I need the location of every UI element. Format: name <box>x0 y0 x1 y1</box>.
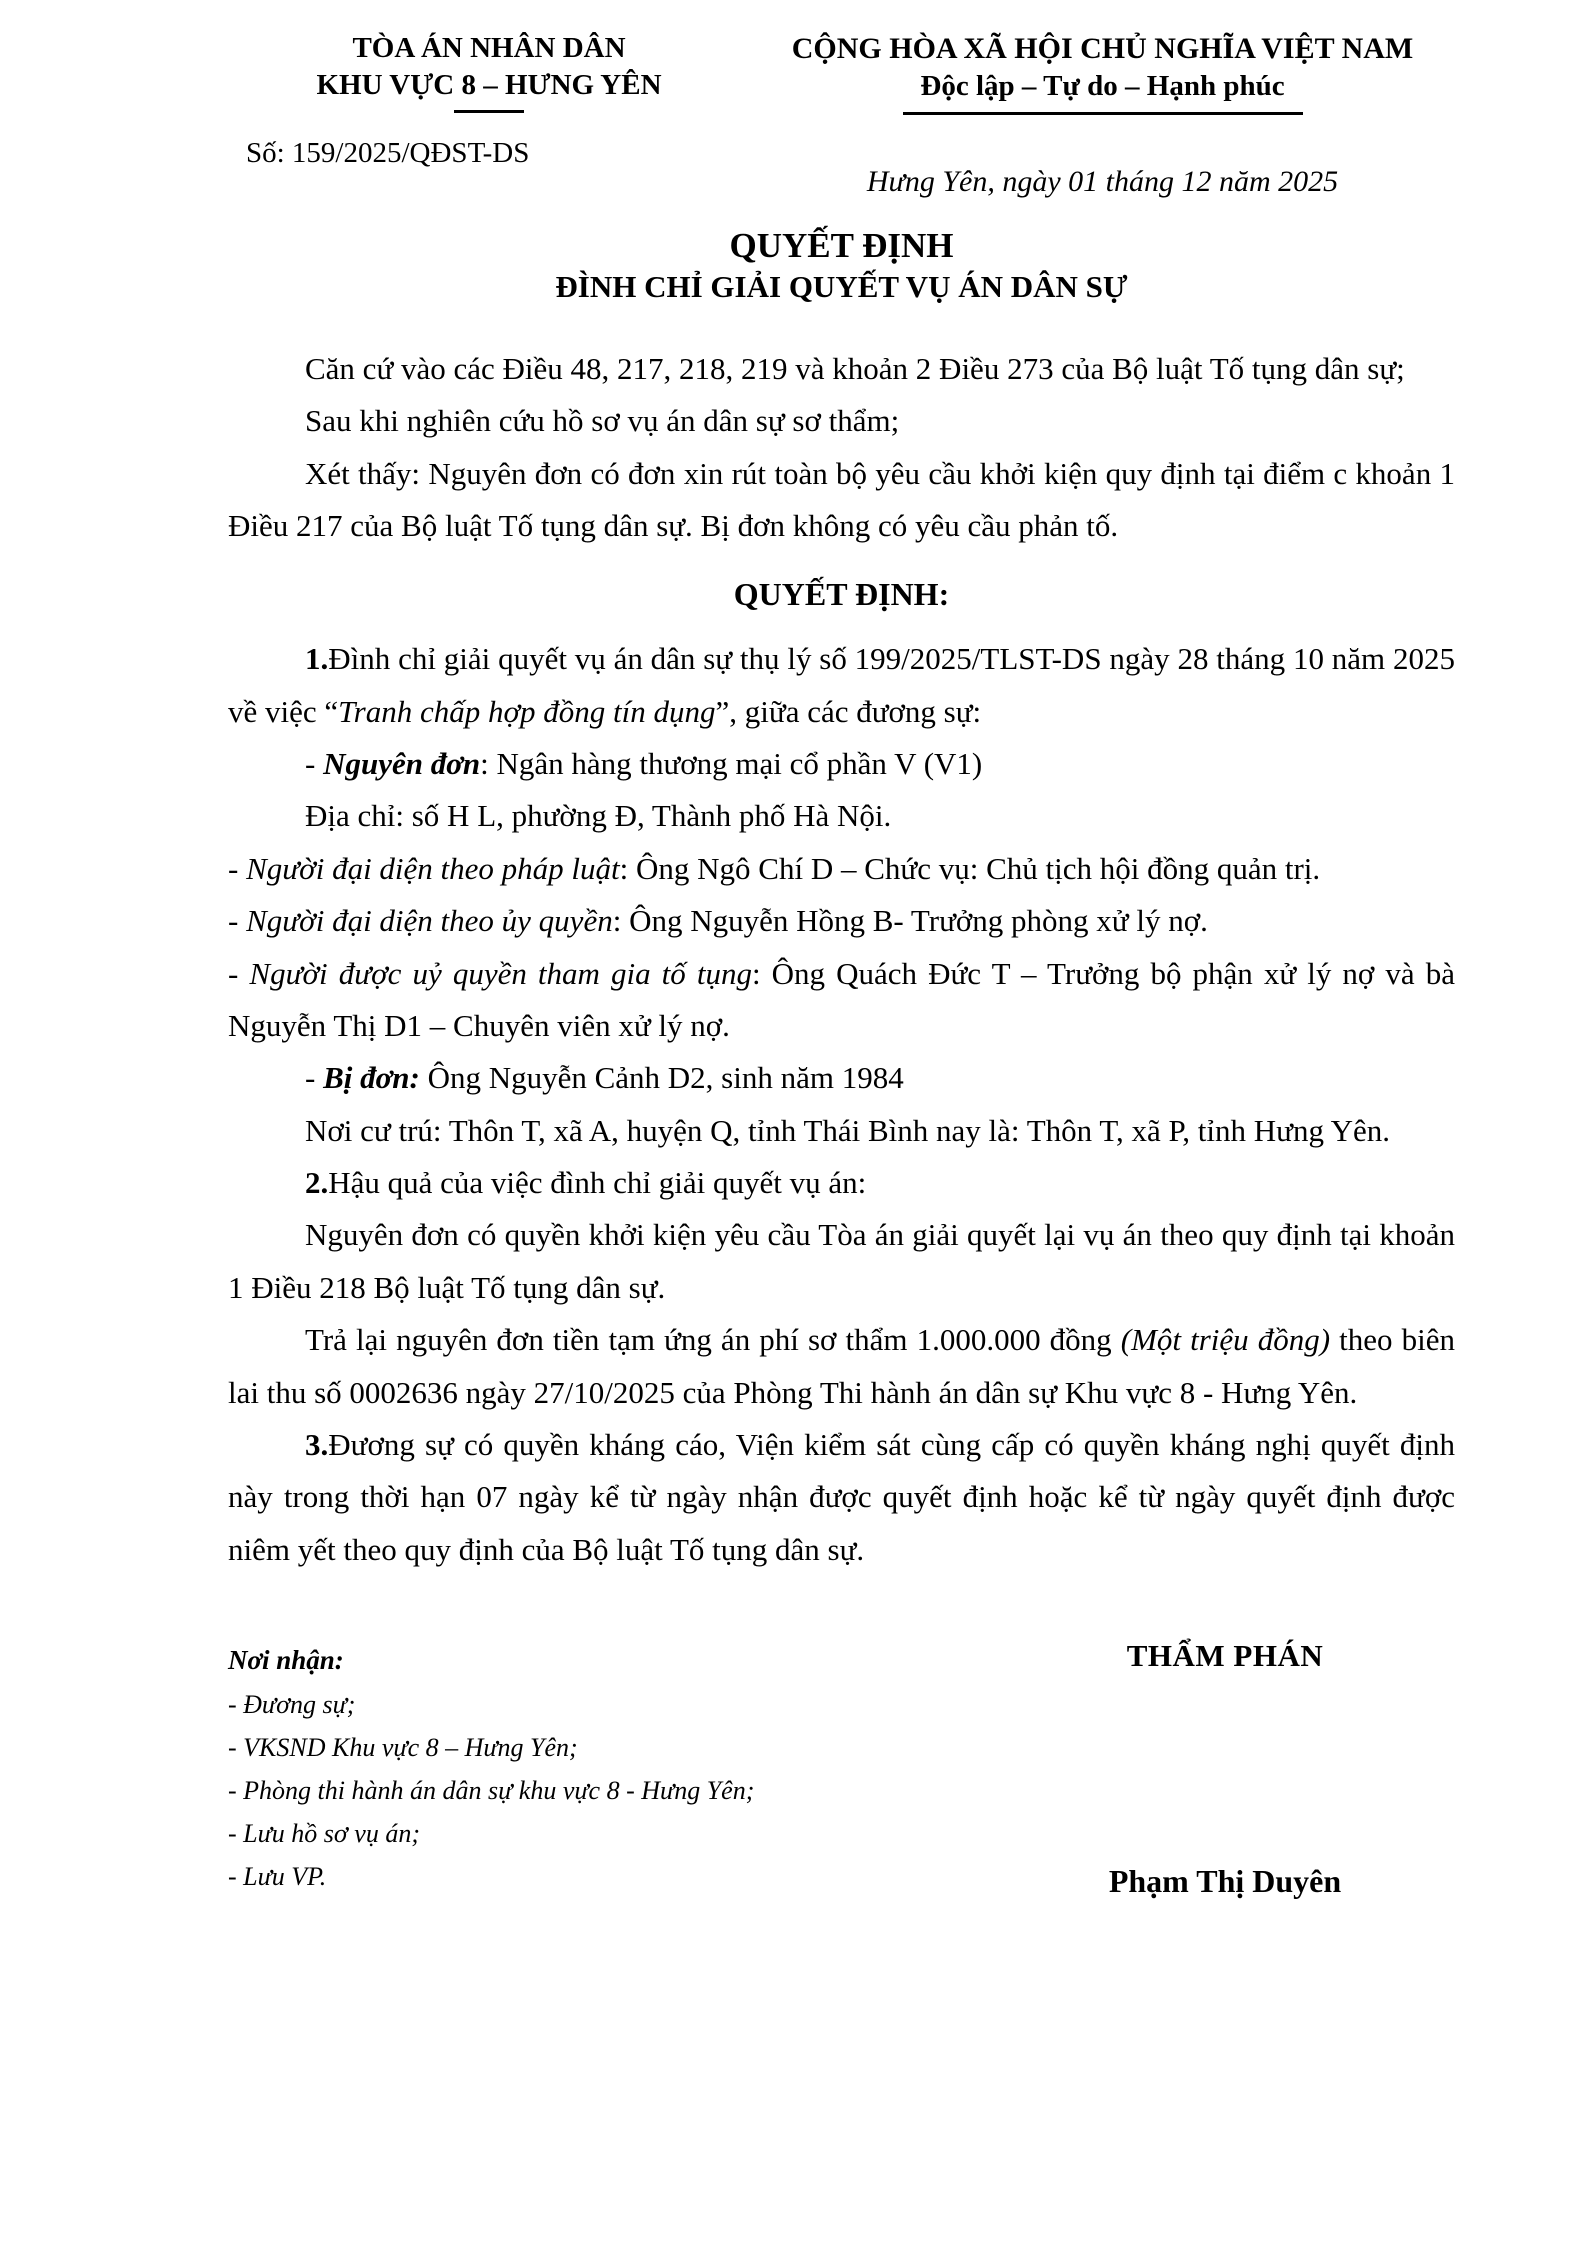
recipients-list <box>228 1683 995 1899</box>
plaintiff-address-line: Địa chỉ: số H L, phường Đ, Thành phố Hà Nội. <box>305 798 892 834</box>
motto-underline <box>903 112 1303 115</box>
court-name-block <box>228 30 750 170</box>
court-name-line2: KHU VỰC 8 – HƯNG YÊN <box>316 69 662 102</box>
national-header-block <box>750 30 1455 199</box>
title-block <box>228 225 1455 307</box>
recipient-item: - Lưu hồ sơ vụ án; <box>228 1819 420 1849</box>
document-number: Số: 159/2025/QĐST-DS <box>246 137 530 170</box>
national-motto-line2: Độc lập – Tự do – Hạnh phúc <box>920 69 1285 102</box>
decision-item-3: 3.Đương sự có quyền kháng cáo, Viện kiểm sát cùng cấp có quyền kháng nghị quyết định này trong thời hạn 07 ngày kể từ ngày nhận được quyết định hoặc kể từ ngày quyết định được niêm yết theo quy định của Bộ luật Tố tụng dân sự. <box>228 1426 1455 1567</box>
recipient-item: - Đương sự; <box>228 1689 356 1719</box>
defendant-line: - Bị đơn: Ông Nguyễn Cảnh D2, sinh năm 1984 <box>305 1060 904 1096</box>
decision-heading: QUYẾT ĐỊNH: <box>733 576 950 613</box>
document-header <box>228 30 1455 199</box>
national-motto-line1: CỘNG HÒA XÃ HỘI CHỦ NGHĨA VIỆT NAM <box>791 32 1414 65</box>
recipient-item: - Phòng thi hành án dân sự khu vực 8 - Hưng Yên; <box>228 1776 755 1806</box>
fee-refund-line: Trả lại nguyên đơn tiền tạm ứng án phí sơ thẩm 1.000.000 đồng (Một triệu đồng) theo biên lai thu số 0002636 ngày 27/10/2025 của Phòng Thi hành án dân sự Khu vực 8 - Hưng Yên. <box>228 1322 1455 1410</box>
recipient-item: - VKSND Khu vực 8 – Hưng Yên; <box>228 1733 578 1763</box>
preamble-legal-basis: Căn cứ vào các Điều 48, 217, 218, 219 và khoản 2 Điều 273 của Bộ luật Tố tụng dân sự; <box>305 350 1405 386</box>
preamble-section <box>228 343 1455 553</box>
document-footer <box>228 1638 1455 1900</box>
consequence-refiling-line: Nguyên đơn có quyền khởi kiện yêu cầu Tòa án giải quyết lại vụ án theo quy định tại khoản 1 Điều 218 Bộ luật Tố tụng dân sự. <box>228 1217 1455 1305</box>
plaintiff-line: - Nguyên đơn: Ngân hàng thương mại cổ phần V (V1) <box>305 746 983 782</box>
signature-block <box>995 1638 1455 1900</box>
decision-item-2: 2.Hậu quả của việc đình chỉ giải quyết vụ án: <box>305 1165 867 1201</box>
decision-section <box>228 633 1455 1576</box>
judge-name: Phạm Thị Duyên <box>1108 1863 1342 1900</box>
preamble-findings: Xét thấy: Nguyên đơn có đơn xin rút toàn bộ yêu cầu khởi kiện quy định tại điểm c khoản 1 Điều 217 của Bộ luật Tố tụng dân sự. Bị đơn không có yêu cầu phản tố. <box>228 455 1455 543</box>
defendant-residence-line: Nơi cư trú: Thôn T, xã A, huyện Q, tỉnh Thái Bình nay là: Thôn T, xã P, tỉnh Hưng Yên. <box>305 1112 1390 1148</box>
preamble-case-review: Sau khi nghiên cứu hồ sơ vụ án dân sự sơ thẩm; <box>305 403 900 439</box>
authorized-participant-line: - Người được uỷ quyền tham gia tố tụng: Ông Quách Đức T – Trưởng bộ phận xử lý nợ và bà Nguyễn Thị D1 – Chuyên viên xử lý nợ. <box>228 955 1455 1043</box>
recipients-block <box>228 1638 995 1899</box>
place-date-line: Hưng Yên, ngày 01 tháng 12 năm 2025 <box>866 164 1339 198</box>
decision-subtitle: ĐÌNH CHỈ GIẢI QUYẾT VỤ ÁN DÂN SỰ <box>555 268 1128 304</box>
court-underline <box>454 110 524 113</box>
decision-item-1: 1.Đình chỉ giải quyết vụ án dân sự thụ lý số 199/2025/TLST-DS ngày 28 tháng 10 năm 2025 về việc “Tranh chấp hợp đồng tín dụng”, giữa các đương sự: <box>228 641 1455 729</box>
recipients-heading: Nơi nhận: <box>228 1645 344 1676</box>
court-name-line1: TÒA ÁN NHÂN DÂN <box>352 32 626 64</box>
legal-representative-line: - Người đại diện theo pháp luật: Ông Ngô Chí D – Chức vụ: Chủ tịch hội đồng quản trị. <box>228 850 1321 886</box>
authorized-representative-line: - Người đại diện theo ủy quyền: Ông Nguyễn Hồng B- Trưởng phòng xử lý nợ. <box>228 903 1208 939</box>
judge-title: THẨM PHÁN <box>1126 1638 1324 1674</box>
recipient-item: - Lưu VP. <box>228 1862 327 1892</box>
decision-title: QUYẾT ĐỊNH <box>729 225 954 265</box>
